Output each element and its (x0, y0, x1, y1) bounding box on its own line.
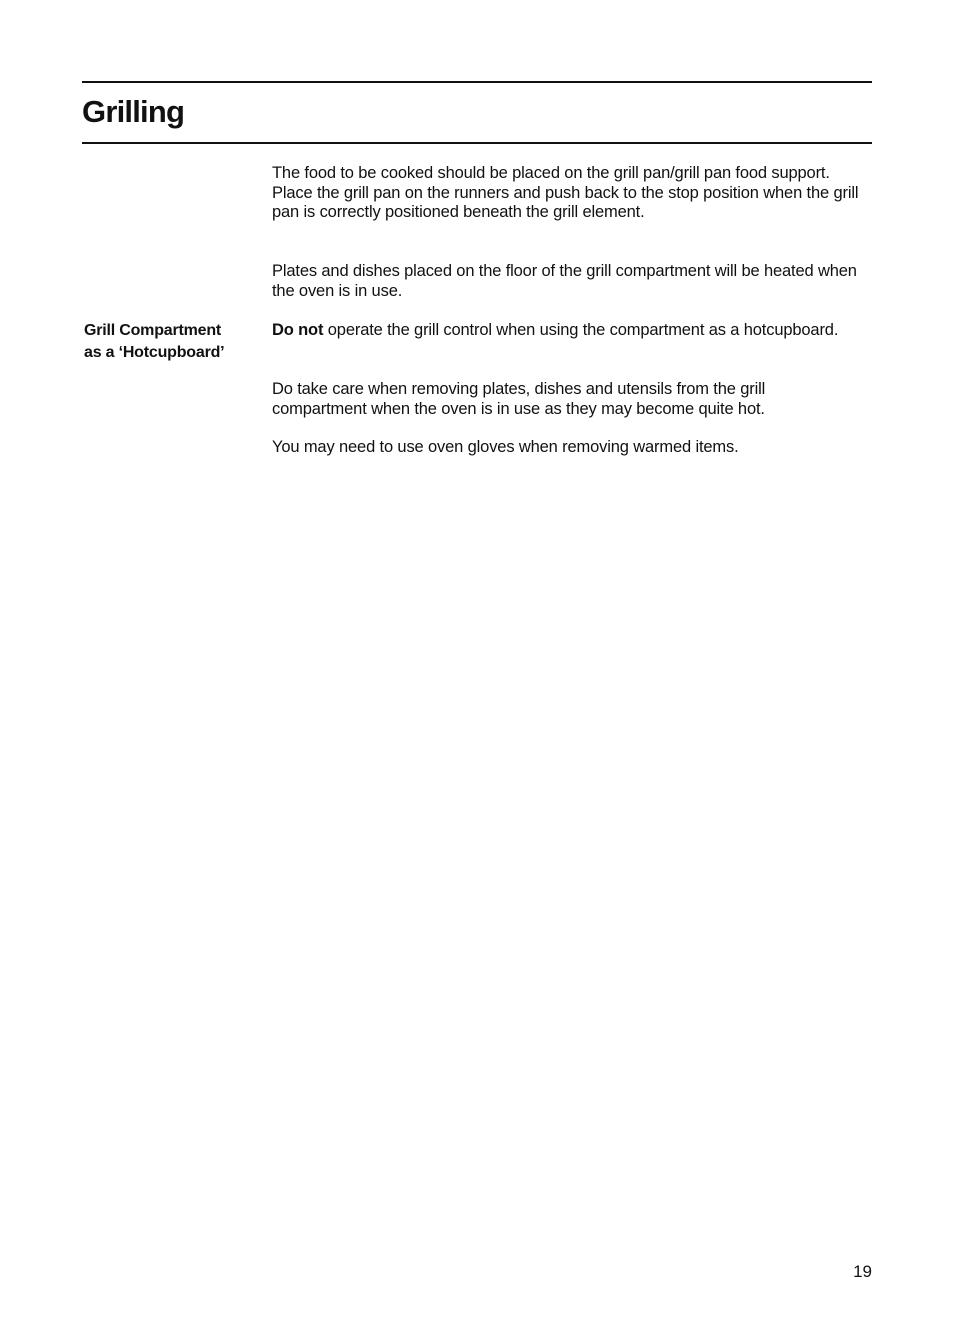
hotcupboard-paragraph-2: Do take care when removing plates, dishes and utensils from the grill compartment when the oven is in use as they may become quite hot. (272, 380, 766, 418)
hotcupboard-paragraph-1 (272, 321, 862, 341)
intro-block (272, 164, 862, 223)
hotcupboard-heading-line-1: Grill Compartment (84, 322, 222, 339)
hotcupboard-heading-line-2: as a ‘Hotcupboard’ (84, 344, 225, 361)
intro-paragraph-2: Plates and dishes placed on the floor of the grill compartment will be heated when the oven is in use. (272, 262, 857, 300)
intro-paragraph-2-block (272, 262, 862, 301)
hotcupboard-paragraph-1-text: operate the grill control when using the compartment as a hotcupboard. (323, 321, 839, 339)
intro-paragraph-1b: Place the grill pan on the runners and push back to the stop position when the grill pan is correctly positioned beneath the grill element. (272, 183, 859, 221)
do-not-emphasis: Do not (272, 321, 324, 339)
hotcupboard-paragraph-3: You may need to use oven gloves when removing warmed items. (272, 438, 739, 456)
hotcupboard-paragraph-1-block (272, 321, 862, 341)
page-title: Grilling (82, 94, 185, 129)
page-number: 19 (853, 1262, 872, 1281)
hotcupboard-heading (84, 320, 264, 364)
intro-paragraph-1a: The food to be cooked should be placed on the grill pan/grill pan food support. (272, 164, 830, 182)
hotcupboard-paragraph-2-block (272, 380, 862, 419)
title-bottom-rule (82, 142, 872, 144)
hotcupboard-paragraph-3-block (272, 438, 862, 458)
title-top-rule (82, 81, 872, 83)
